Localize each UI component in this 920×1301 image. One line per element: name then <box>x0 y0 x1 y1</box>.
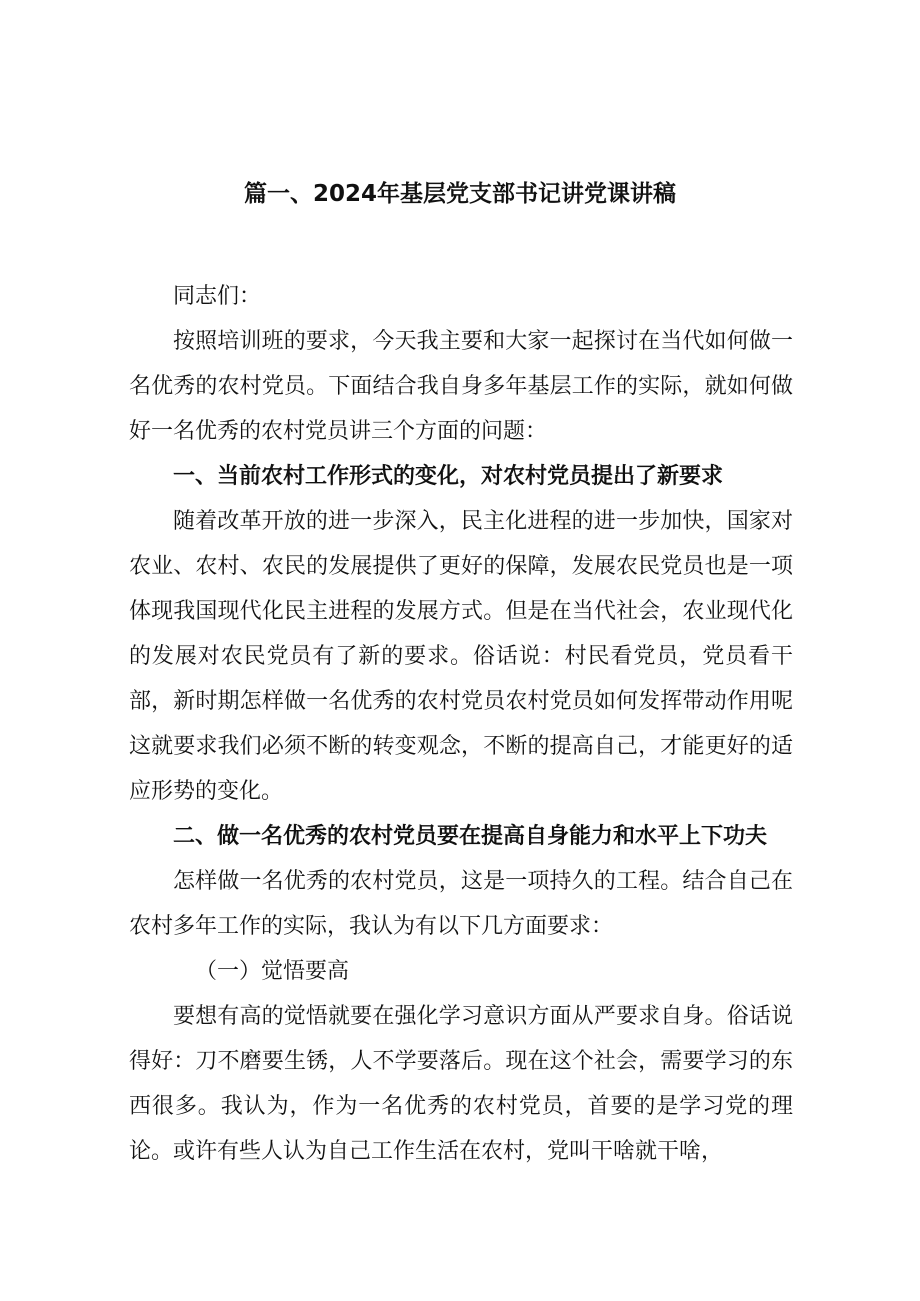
section-1-heading: 一、当前农村工作形式的变化，对农村党员提出了新要求 <box>173 464 724 489</box>
intro-paragraph: 按照培训班的要求，今天我主要和大家一起探讨在当代如何做一名优秀的农村党员。下面结合我自身多年基层工作的实际，就如何做好一名优秀的农村党员讲三个方面的问题： <box>129 329 793 444</box>
salutation: 同志们： <box>173 284 262 309</box>
document-body <box>129 274 793 1174</box>
document-title: 篇一、2024年基层党支部书记讲党课讲稿 <box>243 181 676 207</box>
section-2-heading: 二、做一名优秀的农村党员要在提高自身能力和水平上下功夫 <box>173 824 768 849</box>
subsection-1-heading: （一）觉悟要高 <box>195 959 350 984</box>
section-2-paragraph: 怎样做一名优秀的农村党员，这是一项持久的工程。结合自己在农村多年工作的实际，我认为有以下几方面要求： <box>129 869 793 939</box>
section-1-paragraph: 随着改革开放的进一步深入，民主化进程的进一步加快，国家对农业、农村、农民的发展提供了更好的保障，发展农民党员也是一项体现我国现代化民主进程的发展方式。但是在当代社会，农业现代化的发展对农民党员有了新的要求。俗话说：村民看党员，党员看干部，新时期怎样做一名优秀的农村党员农村党员如何发挥带动作用呢这就要求我们必须不断的转变观念，不断的提高自己，才能更好的适应形势的变化。 <box>129 509 793 804</box>
subsection-1-paragraph: 要想有高的觉悟就要在强化学习意识方面从严要求自身。俗话说得好：刀不磨要生锈，人不学要落后。现在这个社会，需要学习的东西很多。我认为，作为一名优秀的农村党员，首要的是学习党的理论。或许有些人认为自己工作生活在农村，党叫干啥就干啥， <box>129 1004 793 1164</box>
